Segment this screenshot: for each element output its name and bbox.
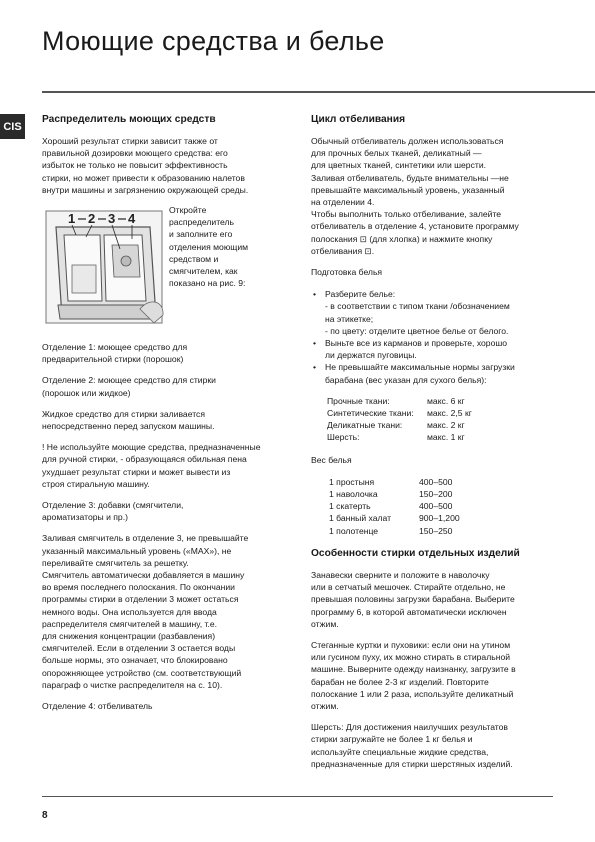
text-line: Жидкое средство для стирки заливается [42,408,205,419]
weight-grams: 150–200 [419,489,453,500]
dispenser-illustration [42,205,166,327]
text-line: ! Не используйте моющие средства, предназначенные [42,442,261,453]
text-line: непосредственно перед запуском машины. [42,421,215,432]
max-load-table [327,395,553,444]
text-line: распределителя смягчителей в машину, т.е. [42,618,218,629]
text-line: Занавески сверните и положите в наволочку [311,569,490,580]
weight-item: 1 полотенце [329,525,379,536]
compartment-1-text [42,341,287,365]
text-line: во время последнего полоскания. По окончании [42,582,235,593]
text-line: для снижения концентрации (разбавления) [42,631,216,642]
text-line: смягчителей. Если в отделении 3 остается воды [42,643,236,654]
load-max: макс. 2,5 кг [427,408,472,419]
page-number: 8 [42,810,48,821]
text-line: барабана (вес указан для сухого белья): [325,374,487,385]
text-line: используйте специальные жидкие средства, [311,746,489,757]
text-line: Отделение 1: моющее средство для [42,342,188,353]
text-line: Отделение 3: добавки (смягчители, [42,500,184,511]
text-line: Откройте [169,205,207,216]
weight-grams: 150–250 [419,525,453,536]
text-line: избыток не только не повысит эффективность [42,160,228,171]
liquid-detergent-text [42,408,287,432]
text-line: для ручной стирки, - образующаяся обильная пена [42,454,247,465]
text-line: программы стирки в отделении 3 может остаться [42,594,239,605]
weight-item: 1 банный халат [329,513,392,524]
special-items-heading: Особенности стирки отдельных изделий [311,547,520,559]
dispenser-figure-row [42,205,287,333]
figure-instruction [169,204,289,289]
text-line: - по цвету: отделите цветное белье от белого. [325,325,509,336]
text-line: отжим. [311,618,339,629]
top-rule [42,91,595,93]
text-line: предназначенные для стирки шерстяных изделий. [311,758,513,769]
text-line: и заполните его [169,229,233,240]
jackets-paragraph [311,639,553,712]
weight-item: 1 наволочка [329,489,378,500]
text-line: отжим. [311,700,339,711]
text-line: правильной дозировки моющего средства: его [42,148,228,159]
compartment-label-1: 1 [68,211,76,227]
load-fabric: Шерсть: [327,432,360,443]
text-line: или в сетчатый мешочек. Стирайте отдельно, не [311,582,506,593]
text-line: предварительной стирки (порошок) [42,354,184,365]
compartment-4-text: Отделение 4: отбеливатель [42,701,153,712]
text-line: - в соответствии с типом ткани /обозначением [325,301,510,312]
softener-paragraph [42,532,287,691]
text-line: Стеганные куртки и пуховики: если они на утином [311,639,511,650]
text-line: на отделении 4. [311,197,375,208]
text-line: Шерсть: Для достижения наилучших результатов [311,722,508,733]
text-line: Обычный отбеливатель должен использоваться [311,136,504,146]
weight-item: 1 простыня [329,476,375,487]
bleach-cycle-heading: Цикл отбеливания [311,114,406,125]
text-line: Чтобы выполнить только отбеливание, залейте [311,209,502,220]
right-column [311,113,553,779]
load-max: макс. 2 кг [427,420,465,431]
text-line: переливайте смягчитель за решетку. [42,557,189,568]
empty-pockets-bullet [311,337,553,361]
weight-grams: 400–500 [419,476,453,487]
bleach-paragraph [311,135,553,257]
load-fabric: Прочные ткани: [327,395,390,406]
max-load-bullet [311,361,553,385]
text-line: немного воды. Она используется для ввода [42,606,217,617]
text-line: стирки, но может привести к образованию налетов [42,172,245,183]
sort-laundry-bullet [311,288,553,337]
text-line: превышайте максимальный уровень, указанный [311,184,505,195]
text-line: Заливая отбеливатель, будьте внимательны —не [311,172,509,183]
text-line: внутри машины и загрязнению окружающей среды. [42,184,249,195]
intro-paragraph [42,135,287,196]
text-line: отбеливатель в отделение 4, установите программу [311,221,519,232]
compartment-3-text [42,499,287,523]
laundry-weight-heading: Вес белья [311,454,352,465]
text-line: или гусином пуху, их можно стирать в стиральной [311,652,511,663]
text-line: • Не превышайте максимальные нормы загрузки [325,362,515,373]
text-line: на этикетке; [325,313,374,324]
text-line: машине. Выверните одежду наизнанку, загрузите в [311,664,516,675]
text-line: для прочных белых тканей, деликатный — [311,148,482,159]
compartment-label-2: 2 [88,211,96,227]
text-line: средством и [169,253,219,264]
text-line: больше нормы, это означает, что блокировано [42,655,228,666]
text-line: стирки загружайте не более 1 кг белья и [311,734,473,745]
text-line: распределитель [169,217,235,228]
compartment-label-3: 3 [108,211,116,227]
compartment-2-text [42,374,287,398]
text-line: барабан не более 2-3 кг изделий. Повторите [311,676,489,687]
load-max: макс. 6 кг [427,395,465,406]
text-line: показано на рис. 9: [169,278,246,289]
text-line: (порошок или жидкое) [42,387,131,398]
text-line: полоскания ⊡ (для хлопка) и нажмите кнопку [311,233,493,244]
text-line: ухудшает результат стирки и может вывести из [42,466,231,477]
detergent-dispenser-heading: Распределитель моющих средств [42,114,216,125]
page-title: Моющие средства и белье [42,26,385,56]
text-line: • Выньте все из карманов и проверьте, хорошо [325,338,508,349]
left-column [42,113,287,721]
text-line: отделения моющим [169,241,249,252]
text-line: программу 6, в которой автоматически исключен [311,606,507,617]
text-line: Отделение 2: моющее средство для стирки [42,375,216,386]
text-line: для цветных тканей, синтетики или шерсти. [311,160,487,171]
wool-paragraph [311,721,553,770]
text-line: Хороший результат стирки зависит также от [42,136,218,146]
load-fabric: Синтетические ткани: [327,408,414,419]
weight-grams: 900–1,200 [419,513,460,524]
bottom-rule [42,796,553,797]
text-line: Заливая смягчитель в отделение 3, не превышайте [42,533,249,544]
text-line: указанный максимальный уровень («MAX»), не [42,545,232,556]
text-line: опорожняющее устройство (см. соответствующий [42,667,242,678]
load-fabric: Деликатные ткани: [327,420,403,431]
load-max: макс. 1 кг [427,432,465,443]
prep-bullet-list [311,288,553,386]
hand-wash-warning [42,441,287,490]
curtains-paragraph [311,569,553,630]
laundry-weight-table [329,476,553,537]
compartment-label-4: 4 [128,211,136,227]
language-tab: CIS [0,114,25,139]
text-line: полоскание 1 или 2 раза, используйте деликатный [311,688,514,699]
text-line: строя стиральную машину. [42,478,150,489]
text-line: превышая половины загрузки барабана. Выберите [311,594,515,605]
text-line: • Разберите белье: [325,289,396,300]
text-line: Смягчитель автоматически добавляется в машину [42,570,245,581]
weight-item: 1 скатерть [329,501,371,512]
text-line: смягчителем, как [169,266,238,277]
text-line: ароматизаторы и пр.) [42,512,128,523]
laundry-prep-heading: Подготовка белья [311,267,383,278]
weight-grams: 400–500 [419,501,453,512]
text-line: отбеливания ⊡. [311,245,375,256]
text-line: параграф о чистке распределителя на с. 10). [42,679,223,690]
text-line: ли держатся пуговицы. [325,350,417,361]
